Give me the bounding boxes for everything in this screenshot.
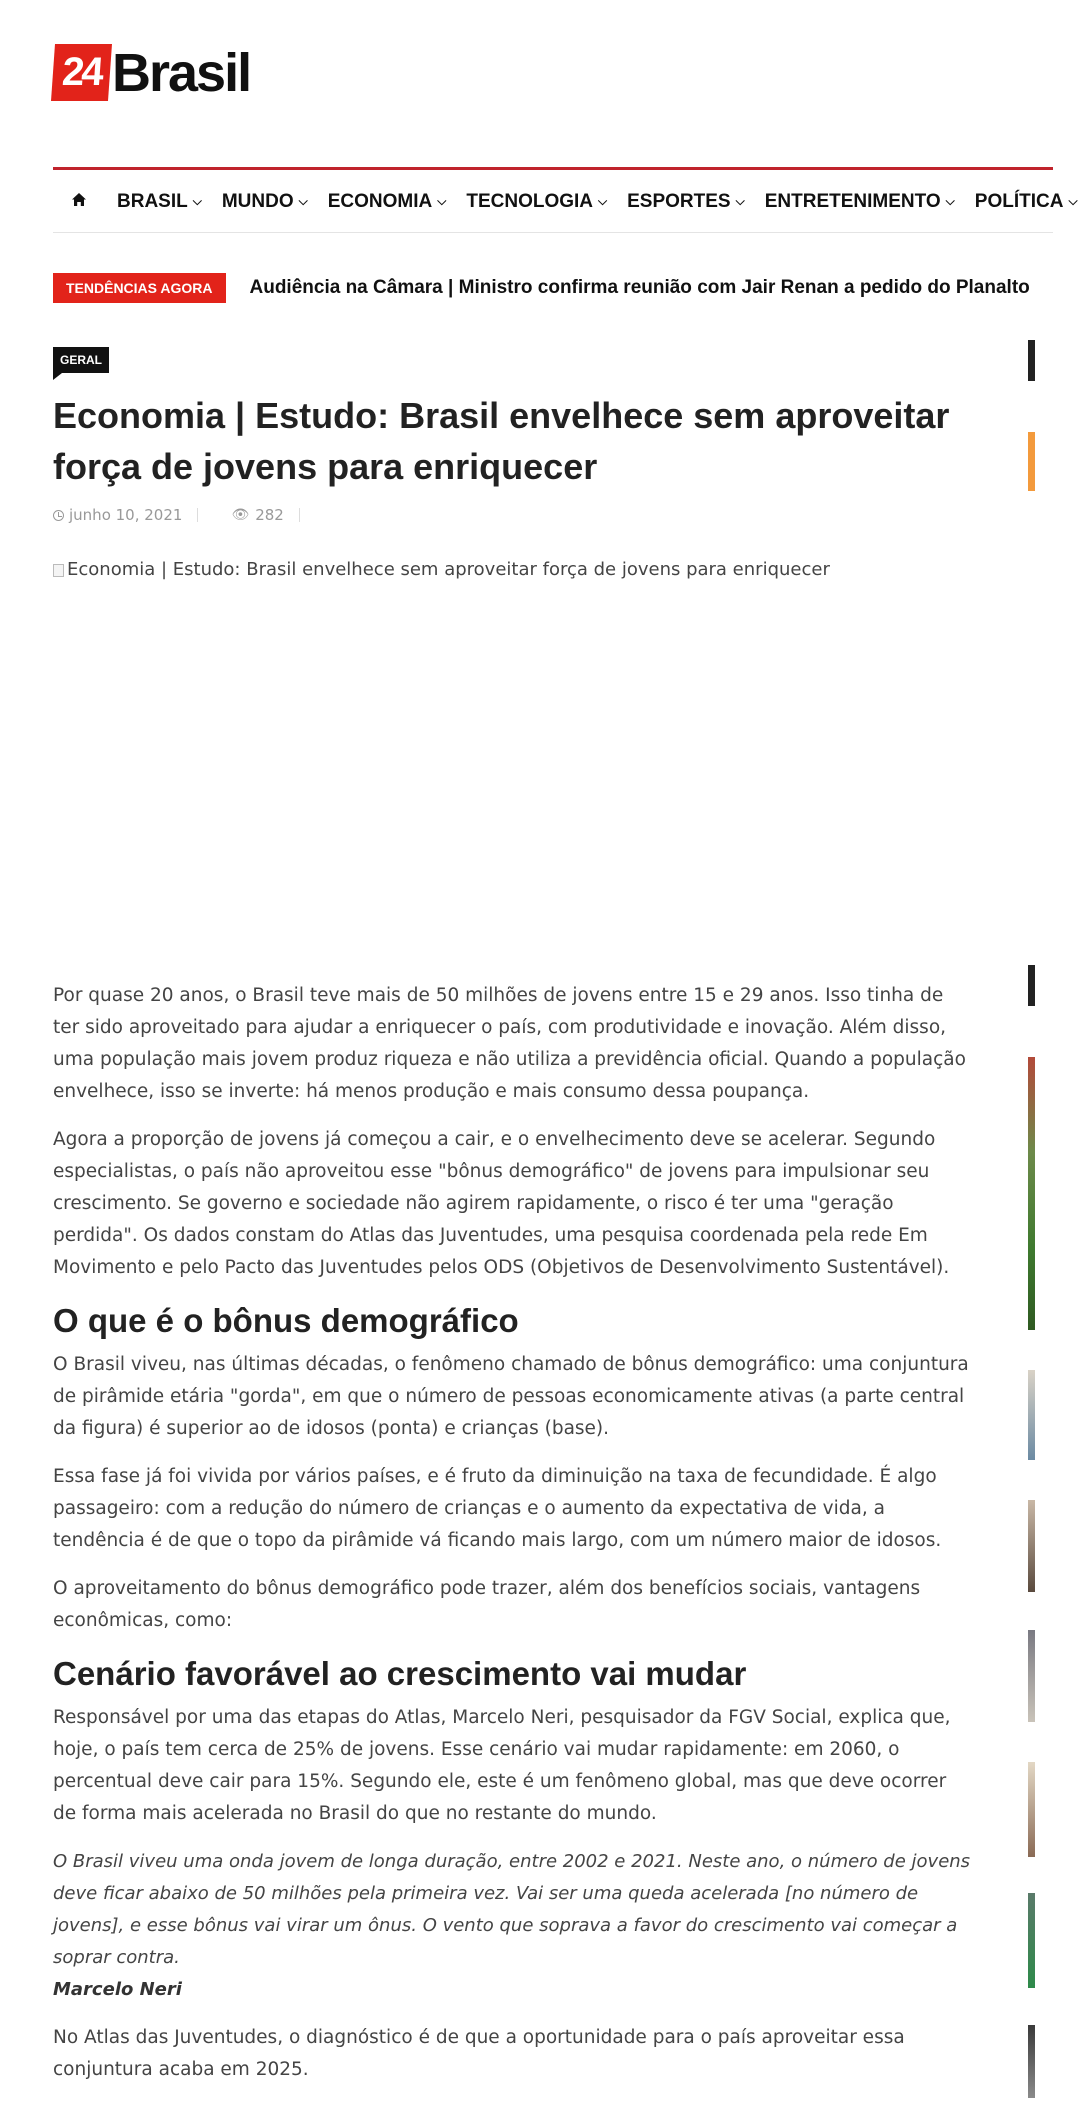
- trending-badge: TENDÊNCIAS AGORA: [53, 273, 226, 303]
- meta-divider: [197, 508, 198, 522]
- paragraph: Essa fase já foi vivida por vários países, e é fruto da diminuição na taxa de fecundidade. É algo passageiro: com a redução do número de crianças e o aumento da expectativa de vida, a tendência é de que o topo da pirâmide vá ficando mais largo, com um número maior de idosos.: [53, 1466, 942, 1551]
- nav-label: TECNOLOGIA: [466, 190, 594, 212]
- chevron-down-icon: ⌵: [192, 194, 202, 208]
- paragraph: Por quase 20 anos, o Brasil teve mais de 50 milhões de jovens entre 15 e 29 anos. Isso tinha de ter sido aproveitado para ajudar a enriquecer o país, com produtividade e inovação. Além disso, uma população mais jovem produz riqueza e não utiliza a previdência oficial. Quando a população envelhece, isso se inverte: há menos produção e mais consumo dessa poupança.: [53, 985, 966, 1102]
- chevron-down-icon: ⌵: [598, 194, 608, 208]
- broken-image-icon: [53, 564, 64, 577]
- sidebar-widget-header: [1028, 340, 1035, 381]
- nav-item-mundo[interactable]: [222, 191, 308, 213]
- nav-item-politica[interactable]: [975, 191, 1078, 213]
- sidebar-thumbnail[interactable]: [1028, 1500, 1035, 1592]
- nav-label: ESPORTES: [627, 190, 731, 212]
- article-body: [53, 980, 973, 2102]
- sidebar-thumbnail[interactable]: [1028, 1762, 1035, 1857]
- trending-ticker: [53, 273, 1030, 303]
- paragraph: Agora a proporção de jovens já começou a cair, e o envelhecimento deve se acelerar. Segundo especialistas, o país não aproveitou esse "bônus demográfico" de jovens para impulsionar seu crescimento. Se governo e sociedade não agirem rapidamente, o risco é ter uma "geração perdida". Os dados constam do Atlas das Juventudes, uma pesquisa coordenada pela rede Em Movimento e pelo Pacto das Juventudes pelos ODS (Objetivos de Desenvolvimento Sustentável).: [53, 1129, 950, 1278]
- sidebar-ad-block: [1028, 432, 1035, 491]
- article-meta: [53, 506, 315, 524]
- hero-image-alt-text: Economia | Estudo: Brasil envelhece sem aproveitar força de jovens para enriquecer: [67, 559, 830, 580]
- site-logo[interactable]: [53, 44, 250, 101]
- quote-author: Marcelo Neri: [53, 1979, 182, 2000]
- logo-wordmark: Brasil: [112, 42, 251, 103]
- chevron-down-icon: ⌵: [437, 194, 447, 208]
- chevron-down-icon: ⌵: [1068, 194, 1078, 208]
- section-heading: O que é o bônus demográfico: [53, 1302, 519, 1339]
- nav-label: ENTRETENIMENTO: [764, 190, 941, 212]
- meta-divider: [299, 508, 300, 522]
- pull-quote: [53, 1846, 973, 2006]
- clock-icon: [53, 510, 64, 521]
- sidebar-widget-header: [1028, 965, 1035, 1006]
- quote-text: O Brasil viveu uma onda jovem de longa duração, entre 2002 e 2021. Neste ano, o número de jovens deve ficar abaixo de 50 milhões pela primeira vez. Vai ser uma queda acelerada [no número de jovens], e esse bônus vai virar um ônus. O vento que soprava a favor do crescimento vai começar a soprar contra.: [53, 1851, 971, 1968]
- paragraph: No Atlas das Juventudes, o diagnóstico é de que a oportunidade para o país aproveitar essa conjuntura acaba em 2025.: [53, 2027, 905, 2080]
- paragraph: O Brasil viveu, nas últimas décadas, o fenômeno chamado de bônus demográfico: uma conjuntura de pirâmide etária "gorda", em que o número de pessoas economicamente ativas (a parte central da figura) é superior ao de idosos (ponta) e crianças (base).: [53, 1354, 969, 1439]
- main-navigation: [53, 167, 1078, 233]
- sidebar-thumbnail[interactable]: [1028, 1057, 1035, 1330]
- sidebar-thumbnail[interactable]: [1028, 1630, 1035, 1722]
- eye-icon: 👁: [231, 507, 250, 523]
- category-badge[interactable]: GERAL: [53, 347, 109, 373]
- nav-item-esportes[interactable]: [627, 191, 745, 213]
- view-count: 282: [255, 506, 284, 524]
- article-hero-image: [53, 559, 973, 944]
- trending-headline-link[interactable]: Audiência na Câmara | Ministro confirma reunião com Jair Renan a pedido do Planalto: [249, 277, 1030, 298]
- article-title: Economia | Estudo: Brasil envelhece sem aproveitar força de jovens para enriquecer: [53, 395, 950, 487]
- nav-item-economia[interactable]: [328, 191, 447, 213]
- nav-label: BRASIL: [117, 190, 188, 212]
- paragraph: Responsável por uma das etapas do Atlas, Marcelo Neri, pesquisador da FGV Social, explica que, hoje, o país tem cerca de 25% de jovens. Esse cenário vai mudar rapidamente: em 2060, o percentual deve cair para 15%. Segundo ele, este é um fenômeno global, mas que deve ocorrer de forma mais acelerada no Brasil do que no restante do mundo.: [53, 1707, 951, 1824]
- sidebar-thumbnail[interactable]: [1028, 2025, 1035, 2098]
- sidebar-thumbnail[interactable]: [1028, 1370, 1035, 1460]
- chevron-down-icon: ⌵: [735, 194, 745, 208]
- nav-item-brasil[interactable]: [117, 191, 202, 213]
- sidebar-thumbnail[interactable]: [1028, 1893, 1035, 1988]
- article-date: junho 10, 2021: [69, 506, 183, 524]
- nav-label: POLÍTICA: [974, 190, 1064, 212]
- chevron-down-icon: ⌵: [945, 194, 955, 208]
- nav-item-tecnologia[interactable]: [466, 191, 607, 213]
- section-heading: Cenário favorável ao crescimento vai mudar: [53, 1655, 747, 1692]
- paragraph: O aproveitamento do bônus demográfico pode trazer, além dos benefícios sociais, vantagens econômicas, como:: [53, 1578, 921, 1631]
- nav-item-entretenimento[interactable]: [765, 191, 955, 213]
- nav-label: MUNDO: [221, 190, 294, 212]
- nav-label: ECONOMIA: [327, 190, 433, 212]
- chevron-down-icon: ⌵: [298, 194, 308, 208]
- home-icon[interactable]: [71, 192, 87, 212]
- logo-badge: 24: [51, 44, 112, 101]
